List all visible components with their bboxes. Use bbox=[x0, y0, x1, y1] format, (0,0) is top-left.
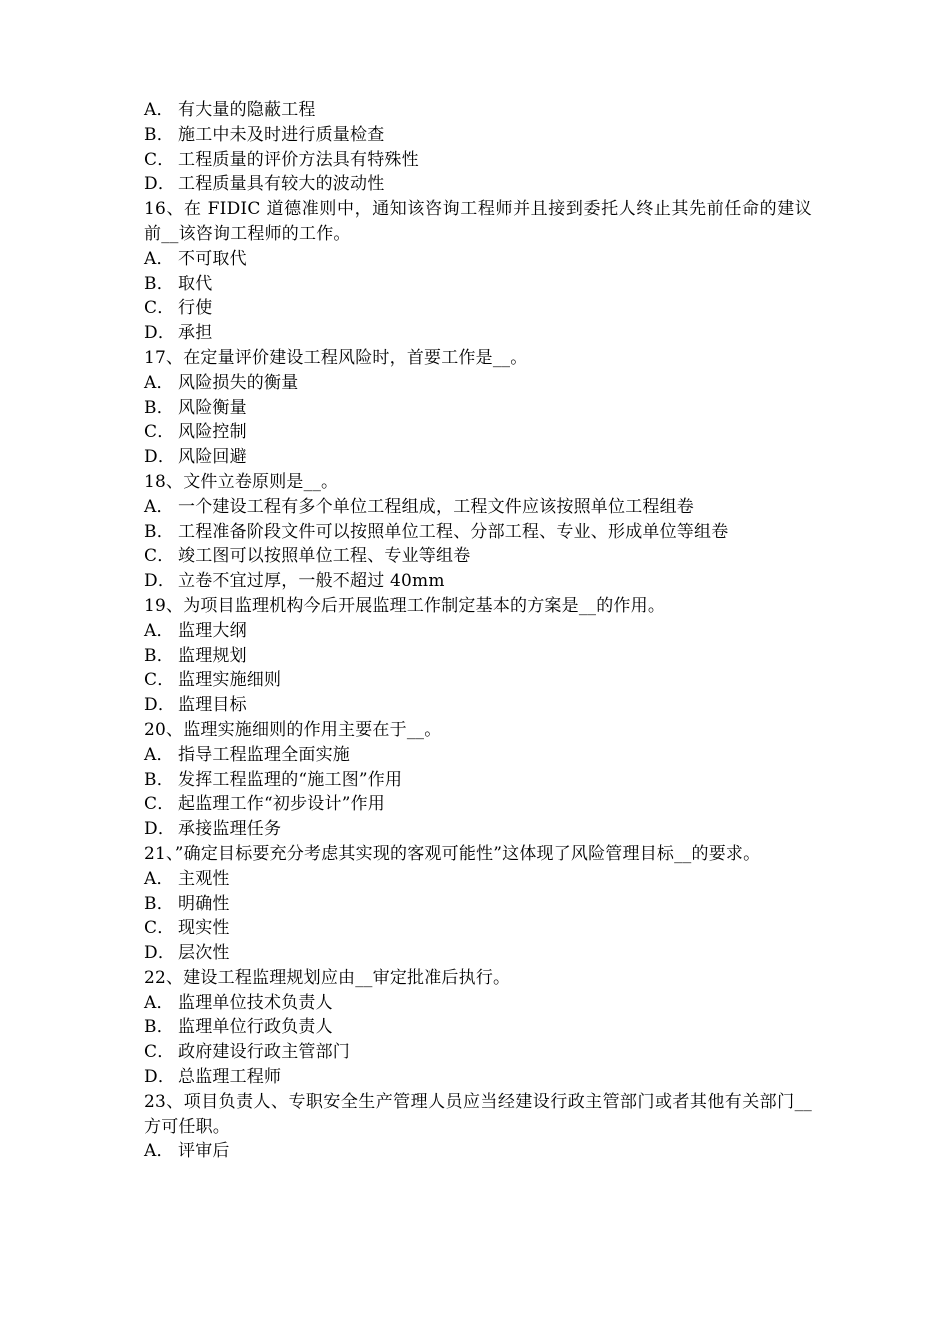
question-text: 22、建设工程监理规划应由__审定批准后执行。 bbox=[144, 967, 511, 988]
option-text: 现实性 bbox=[178, 918, 230, 939]
option-text: 施工中未及时进行质量检查 bbox=[178, 124, 385, 145]
option-text: 监理规划 bbox=[178, 645, 247, 666]
option-key: A． bbox=[144, 868, 174, 889]
option-text: 监理实施细则 bbox=[178, 670, 282, 691]
document-page bbox=[144, 98, 812, 1164]
option-text: 监理单位行政负责人 bbox=[178, 1017, 333, 1038]
question-text: 19、为项目监理机构今后开展监理工作制定基本的方案是__的作用。 bbox=[144, 595, 666, 616]
option-text: 层次性 bbox=[178, 943, 230, 964]
option-text: 工程质量的评价方法具有特殊性 bbox=[178, 149, 419, 170]
option-line bbox=[144, 321, 812, 346]
option-line bbox=[144, 98, 812, 123]
question-text: 21、”确定目标要充分考虑其实现的客观可能性”这体现了风险管理目标__的要求。 bbox=[144, 843, 761, 864]
option-key: D． bbox=[144, 174, 176, 195]
option-line bbox=[144, 817, 812, 842]
question-16 bbox=[144, 197, 812, 346]
question-17 bbox=[144, 346, 812, 470]
option-text: 风险控制 bbox=[178, 422, 247, 443]
option-line bbox=[144, 693, 812, 718]
option-key: B． bbox=[144, 124, 174, 145]
question-22 bbox=[144, 966, 812, 1090]
option-text: 评审后 bbox=[178, 1141, 230, 1162]
option-key: B． bbox=[144, 273, 174, 294]
option-key: C． bbox=[144, 918, 175, 939]
option-line bbox=[144, 272, 812, 297]
option-key: B． bbox=[144, 769, 174, 790]
option-text: 立卷不宜过厚，一般不超过 40mm bbox=[178, 571, 445, 592]
option-text: 不可取代 bbox=[178, 248, 247, 269]
option-key: A． bbox=[144, 100, 174, 120]
option-key: A． bbox=[144, 744, 174, 765]
option-key: D． bbox=[144, 695, 176, 716]
option-text: 总监理工程师 bbox=[178, 1067, 282, 1088]
question-text: 18、文件立卷原则是__。 bbox=[144, 471, 339, 492]
question-19 bbox=[144, 594, 812, 718]
option-line bbox=[144, 495, 812, 520]
option-line bbox=[144, 1065, 812, 1090]
option-text: 风险回避 bbox=[178, 447, 247, 468]
option-text: 工程质量具有较大的波动性 bbox=[178, 174, 385, 195]
option-text: 取代 bbox=[178, 273, 213, 294]
question-21 bbox=[144, 842, 812, 966]
option-line bbox=[144, 668, 812, 693]
option-key: B． bbox=[144, 1017, 174, 1038]
option-line bbox=[144, 941, 812, 966]
option-line bbox=[144, 1040, 812, 1065]
option-text: 风险衡量 bbox=[178, 397, 247, 418]
option-line bbox=[144, 123, 812, 148]
option-key: B． bbox=[144, 521, 174, 542]
question-text: 16、在 FIDIC 道德准则中，通知该咨询工程师并且接到委托人终止其先前任命的建议前__该咨询工程师的工作。 bbox=[144, 199, 812, 244]
question-text: 23、项目负责人、专职安全生产管理人员应当经建设行政主管部门或者其他有关部门__方可任职。 bbox=[144, 1091, 812, 1137]
option-key: C． bbox=[144, 794, 175, 815]
option-key: B． bbox=[144, 645, 174, 666]
option-key: C． bbox=[144, 422, 175, 443]
option-key: A． bbox=[144, 248, 174, 269]
option-key: C． bbox=[144, 298, 175, 319]
option-text: 监理大纲 bbox=[178, 620, 247, 641]
option-text: 承接监理任务 bbox=[178, 819, 282, 840]
option-line bbox=[144, 420, 812, 445]
option-key: A． bbox=[144, 496, 174, 517]
option-line bbox=[144, 371, 812, 396]
option-line bbox=[144, 296, 812, 321]
option-key: C． bbox=[144, 149, 175, 170]
option-line bbox=[144, 1015, 812, 1040]
option-text: 监理目标 bbox=[178, 695, 247, 716]
option-key: C． bbox=[144, 1042, 175, 1063]
option-line bbox=[144, 520, 812, 545]
option-text: 指导工程监理全面实施 bbox=[178, 744, 350, 765]
option-text: 起监理工作“初步设计”作用 bbox=[178, 794, 385, 815]
option-line bbox=[144, 892, 812, 917]
option-text: 行使 bbox=[178, 298, 213, 319]
option-key: B． bbox=[144, 397, 174, 418]
question-20 bbox=[144, 718, 812, 842]
option-key: C． bbox=[144, 546, 175, 567]
option-key: C． bbox=[144, 670, 175, 691]
option-line bbox=[144, 991, 812, 1016]
option-line bbox=[144, 619, 812, 644]
option-key: D． bbox=[144, 943, 176, 964]
option-key: A． bbox=[144, 1141, 174, 1162]
option-line bbox=[144, 916, 812, 941]
option-line bbox=[144, 867, 812, 892]
question-23 bbox=[144, 1090, 812, 1164]
option-line bbox=[144, 792, 812, 817]
option-text: 主观性 bbox=[178, 868, 230, 889]
option-key: A． bbox=[144, 620, 174, 641]
option-text: 政府建设行政主管部门 bbox=[178, 1042, 350, 1063]
option-key: D． bbox=[144, 1067, 176, 1088]
question-18 bbox=[144, 470, 812, 594]
option-line bbox=[144, 396, 812, 421]
option-text: 风险损失的衡量 bbox=[178, 372, 299, 393]
option-key: B． bbox=[144, 893, 174, 914]
question-text: 20、监理实施细则的作用主要在于__。 bbox=[144, 719, 442, 740]
option-text: 监理单位技术负责人 bbox=[178, 992, 333, 1013]
option-text: 承担 bbox=[178, 323, 213, 344]
option-line bbox=[144, 569, 812, 594]
option-text: 明确性 bbox=[178, 893, 230, 914]
question-text: 17、在定量评价建设工程风险时，首要工作是__。 bbox=[144, 347, 528, 368]
option-key: D． bbox=[144, 819, 176, 840]
carry-over-options bbox=[144, 98, 812, 197]
option-line bbox=[144, 445, 812, 470]
option-line bbox=[144, 148, 812, 173]
option-text: 工程准备阶段文件可以按照单位工程、分部工程、专业、形成单位等组卷 bbox=[178, 521, 729, 542]
option-line bbox=[144, 743, 812, 768]
option-key: A． bbox=[144, 372, 174, 393]
option-line bbox=[144, 644, 812, 669]
option-text: 一个建设工程有多个单位工程组成，工程文件应该按照单位工程组卷 bbox=[178, 496, 694, 517]
option-text: 竣工图可以按照单位工程、专业等组卷 bbox=[178, 546, 471, 567]
option-key: A． bbox=[144, 992, 174, 1013]
option-line bbox=[144, 768, 812, 793]
option-line bbox=[144, 172, 812, 197]
option-line bbox=[144, 544, 812, 569]
option-text: 有大量的隐蔽工程 bbox=[178, 100, 316, 120]
option-text: 发挥工程监理的“施工图”作用 bbox=[178, 769, 403, 790]
option-line bbox=[144, 247, 812, 272]
option-key: D． bbox=[144, 571, 176, 592]
option-key: D． bbox=[144, 323, 176, 344]
option-line bbox=[144, 1139, 812, 1164]
option-key: D． bbox=[144, 447, 176, 468]
